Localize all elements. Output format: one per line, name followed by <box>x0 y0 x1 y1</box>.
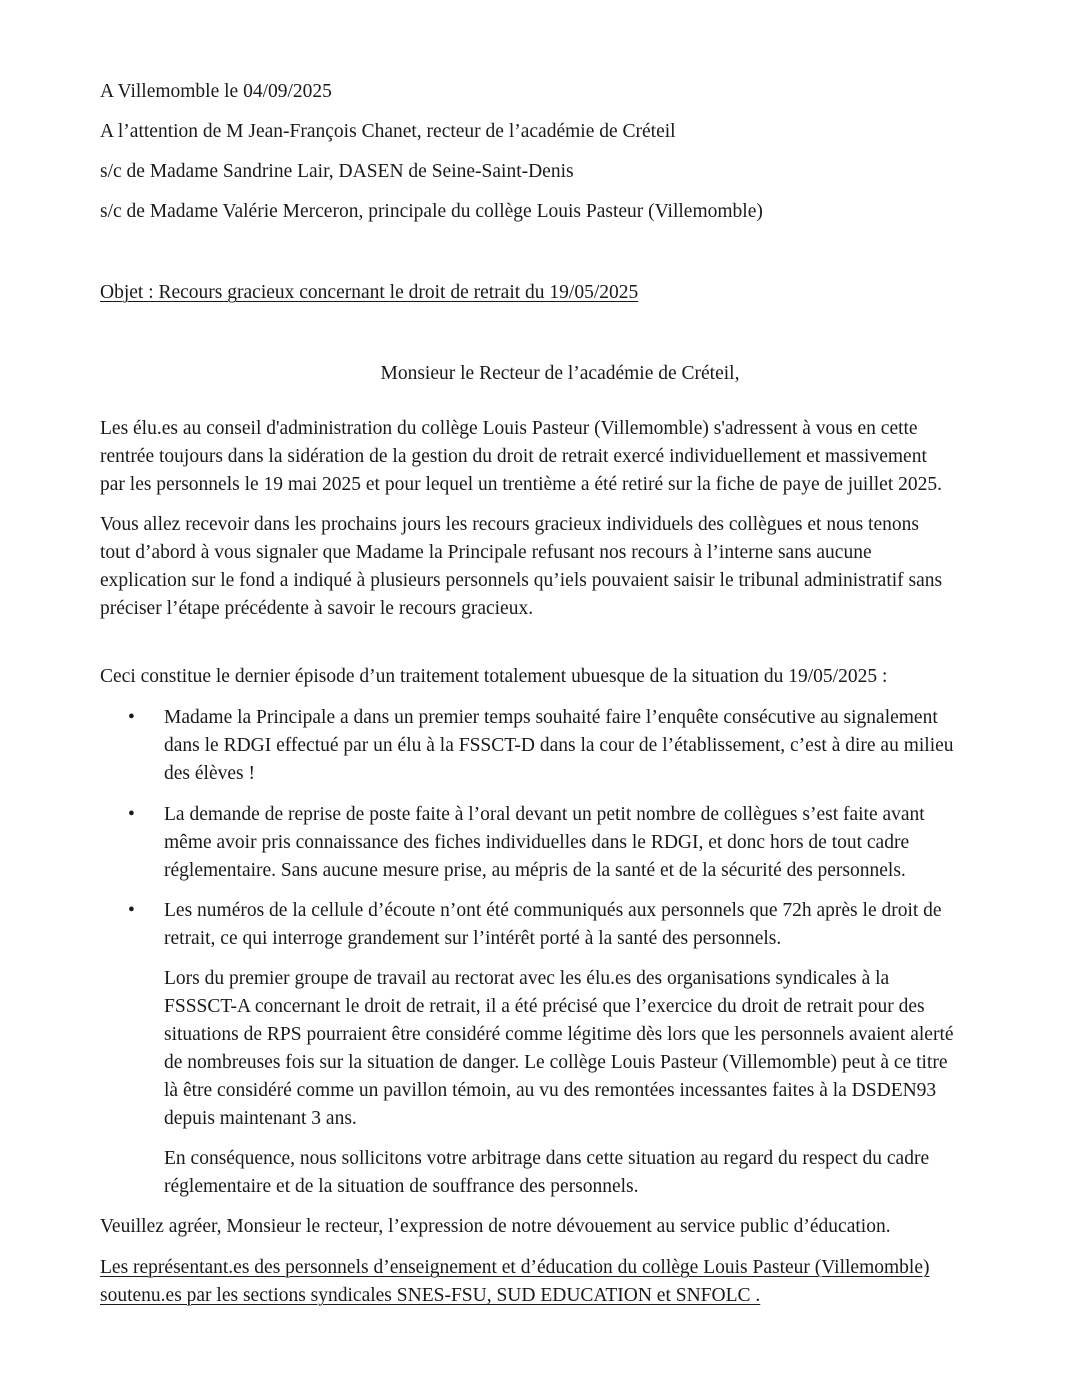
paragraph-line: rentrée toujours dans la sidération de la gestion du droit de retrait exercé individuellement et massivement <box>100 446 927 467</box>
paragraph-line: explication sur le fond a indiqué à plusieurs personnels qu’iels pouvaient saisir le tribunal administratif sans <box>100 570 943 591</box>
paragraph-line: depuis maintenant 3 ans. <box>164 1108 357 1129</box>
paragraph-recours <box>100 511 1030 623</box>
paragraph-line: En conséquence, nous sollicitons votre arbitrage dans cette situation au regard du respect du cadre <box>164 1148 930 1169</box>
paragraph-line: là être considéré comme un pavillon témoin, au vu des remontées incessantes faites à la DSDEN93 <box>164 1080 937 1101</box>
bullet-line: Les numéros de la cellule d’écoute n’ont été communiqués aux personnels que 72h après le droit de <box>164 900 942 921</box>
paragraph-episode: Ceci constitue le dernier épisode d’un traitement totalement ubuesque de la situation du 19/05/2025 : <box>100 666 888 687</box>
paragraph-line: Lors du premier groupe de travail au rectorat avec les élu.es des organisations syndicales à la <box>164 968 890 989</box>
bullet-line: La demande de reprise de poste faite à l’oral devant un petit nombre de collègues s’est faite avant <box>164 804 925 825</box>
paragraph-line: situations de RPS pourraient être considéré comme légitime dès lors que les personnels avaient alerté <box>164 1024 954 1045</box>
via-line-principal: s/c de Madame Valérie Merceron, principale du collège Louis Pasteur (Villemomble) <box>100 201 763 222</box>
bullet-line: dans le RDGI effectué par un élu à la FSSCT-D dans la cour de l’établissement, c’est à dire au milieu <box>164 735 954 756</box>
subject-line: Objet : Recours gracieux concernant le droit de retrait du 19/05/2025 <box>100 282 639 303</box>
via-line-dasen: s/c de Madame Sandrine Lair, DASEN de Seine-Saint-Denis <box>100 161 574 182</box>
signature-line: Les représentant.es des personnels d’enseignement et d’éducation du collège Louis Pasteur (Villemomble) <box>100 1257 930 1278</box>
bullet-line: des élèves ! <box>164 763 255 784</box>
signature-line: soutenu.es par les sections syndicales SNES-FSU, SUD EDUCATION et SNFOLC . <box>100 1285 761 1306</box>
paragraph-line: FSSSCT-A concernant le droit de retrait, il a été précisé que l’exercice du droit de retrait pour des <box>164 996 925 1017</box>
paragraph-line: réglementaire et de la situation de souffrance des personnels. <box>164 1176 639 1197</box>
bullet-line: Madame la Principale a dans un premier temps souhaité faire l’enquête consécutive au signalement <box>164 707 938 728</box>
closing-formula: Veuillez agréer, Monsieur le recteur, l’expression de notre dévouement au service public d’éducation. <box>100 1216 891 1237</box>
bullet-line: même avoir pris connaissance des fiches individuelles dans le RDGI, et donc hors de tout cadre <box>164 832 910 853</box>
bullet-marker: • <box>128 707 135 728</box>
salutation: Monsieur le Recteur de l’académie de Créteil, <box>380 363 740 384</box>
paragraph-line: par les personnels le 19 mai 2025 et pour lequel un trentième a été retiré sur la fiche de paye de juillet 2025. <box>100 474 942 495</box>
bullet-line: réglementaire. Sans aucune mesure prise, au mépris de la santé et de la sécurité des personnels. <box>164 860 906 881</box>
paragraph-intro <box>100 415 1030 499</box>
paragraph-line: préciser l’étape précédente à savoir le recours gracieux. <box>100 598 534 619</box>
place-date: A Villemomble le 04/09/2025 <box>100 81 332 102</box>
paragraph-line: Vous allez recevoir dans les prochains jours les recours gracieux individuels des collègues et nous tenons <box>100 514 919 535</box>
bullet-marker: • <box>128 804 135 825</box>
paragraph-consequence <box>164 1145 929 1201</box>
paragraph-line: Les élu.es au conseil d'administration du collège Louis Pasteur (Villemomble) s'adressent à vous en cette <box>100 418 918 439</box>
recipient-line: A l’attention de M Jean-François Chanet, recteur de l’académie de Créteil <box>100 121 676 142</box>
paragraph-line: de nombreuses fois sur la situation de danger. Le collège Louis Pasteur (Villemomble) peut à ce titre <box>164 1052 948 1073</box>
signature-block <box>100 1254 1030 1310</box>
bullet-line: retrait, ce qui interroge grandement sur l’intérêt porté à la santé des personnels. <box>164 928 782 949</box>
bullet-marker: • <box>128 900 135 921</box>
paragraph-rectorat <box>164 965 954 1133</box>
paragraph-line: tout d’abord à vous signaler que Madame la Principale refusant nos recours à l’interne sans aucune <box>100 542 872 563</box>
